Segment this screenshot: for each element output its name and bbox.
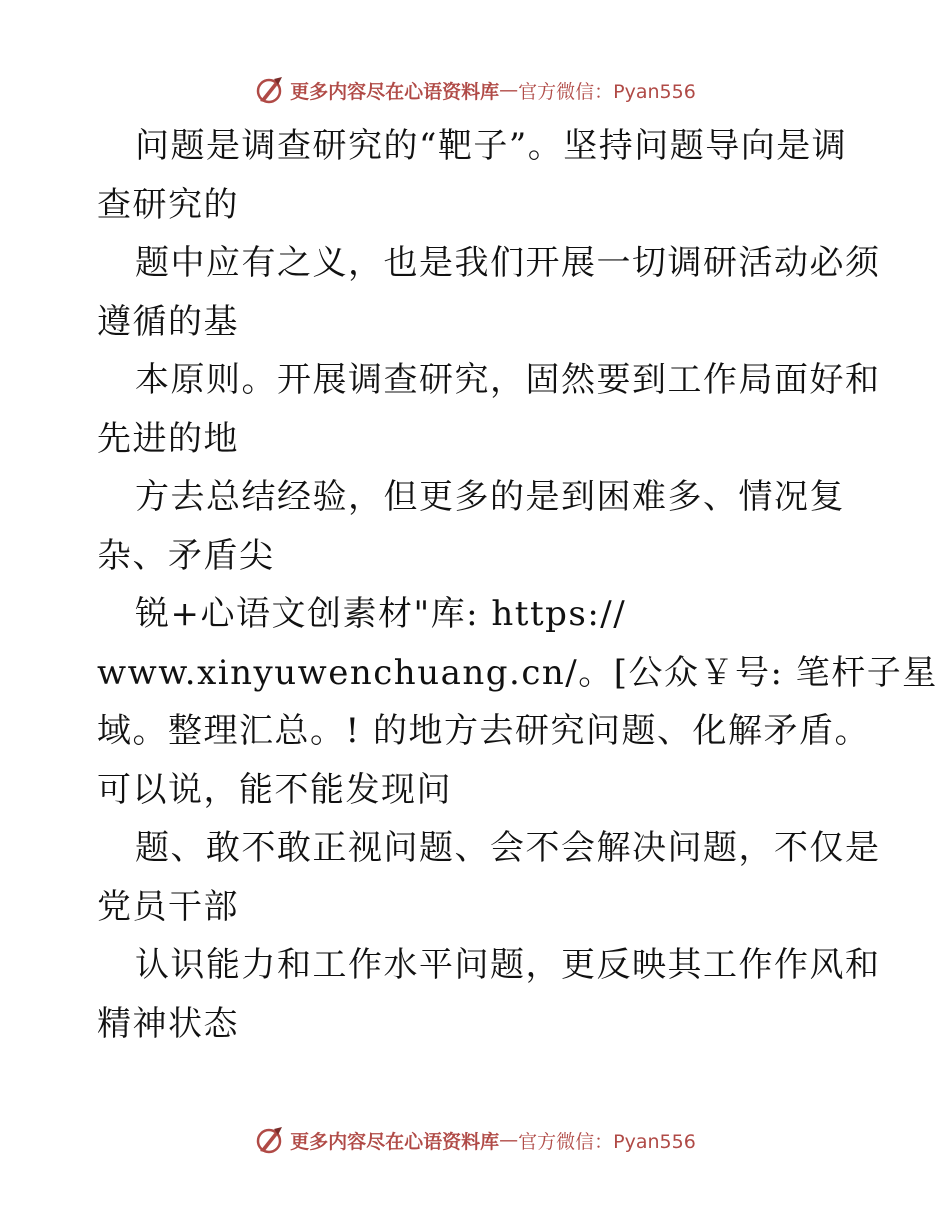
text-line: 题、敢不敢正视问题、会不会解决问题，不仅是 xyxy=(135,828,881,868)
text-line: 题中应有之义，也是我们开展一切调研活动必须 xyxy=(135,243,881,283)
footer-wechat-id: 官方微信：Pyan556 xyxy=(518,1130,696,1153)
text-line: 杂、矛盾尖 xyxy=(97,535,275,576)
text-line: 党员干部 xyxy=(97,886,239,927)
text-line: 域。整理汇总。! 的地方去研究问题、化解矛盾。 xyxy=(97,711,870,751)
text-line: 精神状态 xyxy=(97,1003,239,1044)
text-line: 查研究的 xyxy=(97,184,239,225)
header-banner xyxy=(0,70,950,110)
footer-dash: — xyxy=(499,1129,519,1151)
text-line: www.xinyuwenchuang.cn/。[公众￥号: 笔杆子星 xyxy=(97,652,938,693)
text-line: 本原则。开展调查研究，固然要到工作局面好和 xyxy=(135,360,881,400)
text-line: 方去总结经验，但更多的是到困难多、情况复 xyxy=(135,477,845,517)
quill-pen-logo-icon xyxy=(254,75,284,105)
text-line: 遵循的基 xyxy=(97,301,239,342)
text-line: 先进的地 xyxy=(97,418,239,459)
quill-pen-logo-icon xyxy=(254,1125,284,1155)
text-line: 可以说，能不能发现问 xyxy=(97,769,452,810)
header-dash: — xyxy=(499,79,519,101)
text-line: 问题是调查研究的“靶子”。坚持问题导向是调 xyxy=(135,126,848,166)
text-line: 认识能力和工作水平问题，更反映其工作作风和 xyxy=(135,945,881,985)
header-slogan: 更多内容尽在心语资料库 xyxy=(290,80,500,103)
footer-banner xyxy=(0,1120,950,1160)
header-wechat-id: 官方微信：Pyan556 xyxy=(518,80,696,103)
footer-slogan: 更多内容尽在心语资料库 xyxy=(290,1130,500,1153)
text-line: 锐+心语文创素材"库: https:// xyxy=(135,594,627,634)
document-body xyxy=(97,117,938,1053)
